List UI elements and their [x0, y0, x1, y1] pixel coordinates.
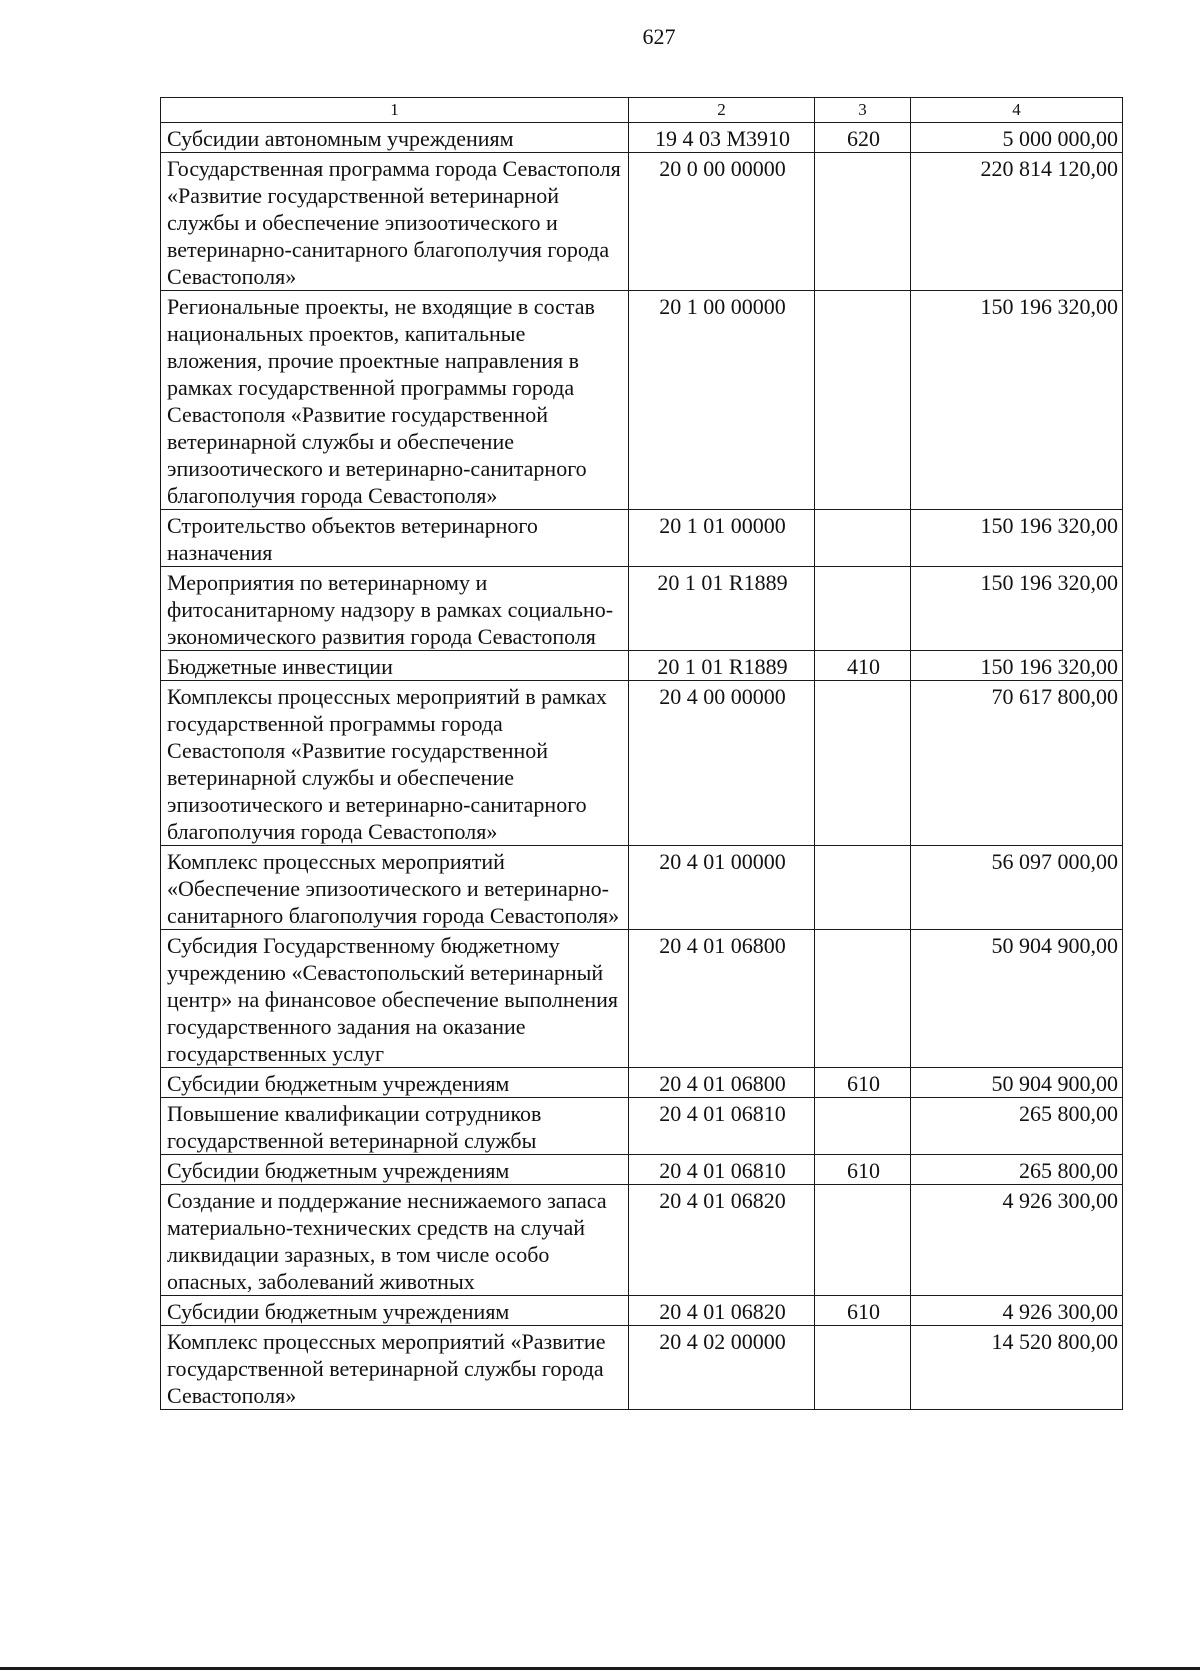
row-sum: 50 904 900,00 — [911, 930, 1123, 1068]
row-type — [815, 681, 911, 846]
row-name: Повышение квалификации сотрудников государственной ветеринарной службы — [161, 1098, 629, 1155]
row-sum: 220 814 120,00 — [911, 153, 1123, 291]
table-header-row — [161, 98, 1123, 123]
row-sum: 150 196 320,00 — [911, 291, 1123, 510]
table-row — [161, 291, 1123, 510]
row-sum: 50 904 900,00 — [911, 1068, 1123, 1098]
row-sum: 150 196 320,00 — [911, 510, 1123, 567]
bottom-border-line — [0, 1667, 1200, 1670]
table-row — [161, 1155, 1123, 1185]
row-code: 20 4 01 06800 — [629, 1068, 815, 1098]
column-header-type: 3 — [815, 98, 911, 123]
row-name: Комплекс процессных мероприятий «Обеспечение эпизоотического и ветеринарно-санитарного благополучия города Севастополя» — [161, 846, 629, 930]
row-type — [815, 846, 911, 930]
table-row — [161, 567, 1123, 651]
table-row — [161, 1185, 1123, 1296]
row-name: Мероприятия по ветеринарному и фитосанитарному надзору в рамках социально-экономического развития города Севастополя — [161, 567, 629, 651]
row-sum: 265 800,00 — [911, 1098, 1123, 1155]
column-header-code: 2 — [629, 98, 815, 123]
table-row — [161, 1098, 1123, 1155]
row-name: Региональные проекты, не входящие в состав национальных проектов, капитальные вложения, прочие проектные направления в рамках государственной программы города Севастополя «Развитие государственной ветеринарной службы и обеспечение эпизоотического и ветеринарно-санитарного благополучия города Севастополя» — [161, 291, 629, 510]
row-name: Субсидии бюджетным учреждениям — [161, 1155, 629, 1185]
row-type: 410 — [815, 651, 911, 681]
row-code: 20 4 01 06810 — [629, 1155, 815, 1185]
row-name: Субсидии бюджетным учреждениям — [161, 1068, 629, 1098]
row-type: 610 — [815, 1155, 911, 1185]
table-row — [161, 681, 1123, 846]
row-code: 20 0 00 00000 — [629, 153, 815, 291]
row-code: 20 1 01 00000 — [629, 510, 815, 567]
table-row — [161, 651, 1123, 681]
row-code: 20 4 01 06810 — [629, 1098, 815, 1155]
row-type — [815, 510, 911, 567]
row-code: 19 4 03 М3910 — [629, 123, 815, 153]
row-type — [815, 1098, 911, 1155]
row-type — [815, 153, 911, 291]
budget-table — [160, 97, 1123, 1410]
row-code: 20 1 01 R1889 — [629, 651, 815, 681]
row-sum: 56 097 000,00 — [911, 846, 1123, 930]
row-name: Комплексы процессных мероприятий в рамках государственной программы города Севастополя «Развитие государственной ветеринарной службы и обеспечение эпизоотического и ветеринарно-санитарного благополучия города Севастополя» — [161, 681, 629, 846]
row-sum: 5 000 000,00 — [911, 123, 1123, 153]
row-type — [815, 930, 911, 1068]
table-row — [161, 930, 1123, 1068]
row-name: Строительство объектов ветеринарного назначения — [161, 510, 629, 567]
row-sum: 150 196 320,00 — [911, 651, 1123, 681]
row-name: Субсидии автономным учреждениям — [161, 123, 629, 153]
table-row — [161, 123, 1123, 153]
row-code: 20 1 00 00000 — [629, 291, 815, 510]
column-header-name: 1 — [161, 98, 629, 123]
row-sum: 70 617 800,00 — [911, 681, 1123, 846]
row-name: Бюджетные инвестиции — [161, 651, 629, 681]
row-name: Создание и поддержание неснижаемого запаса материально-технических средств на случай ликвидации заразных, в том числе особо опасных, заболеваний животных — [161, 1185, 629, 1296]
table-row — [161, 846, 1123, 930]
row-type — [815, 567, 911, 651]
table-row — [161, 153, 1123, 291]
row-code: 20 4 01 06820 — [629, 1185, 815, 1296]
row-code: 20 4 00 00000 — [629, 681, 815, 846]
row-name: Комплекс процессных мероприятий «Развитие государственной ветеринарной службы города Севастополя» — [161, 1326, 629, 1410]
table-row — [161, 1296, 1123, 1326]
row-code: 20 4 02 00000 — [629, 1326, 815, 1410]
table-row — [161, 1326, 1123, 1410]
row-code: 20 4 01 00000 — [629, 846, 815, 930]
row-type: 610 — [815, 1296, 911, 1326]
row-type: 610 — [815, 1068, 911, 1098]
table-row — [161, 510, 1123, 567]
row-name: Субсидии бюджетным учреждениям — [161, 1296, 629, 1326]
row-type: 620 — [815, 123, 911, 153]
row-type — [815, 291, 911, 510]
row-name: Субсидия Государственному бюджетному учреждению «Севастопольский ветеринарный центр» на финансовое обеспечение выполнения государственного задания на оказание государственных услуг — [161, 930, 629, 1068]
row-type — [815, 1326, 911, 1410]
row-code: 20 4 01 06820 — [629, 1296, 815, 1326]
column-header-sum: 4 — [911, 98, 1123, 123]
row-type — [815, 1185, 911, 1296]
row-sum: 14 520 800,00 — [911, 1326, 1123, 1410]
row-code: 20 4 01 06800 — [629, 930, 815, 1068]
table-row — [161, 1068, 1123, 1098]
page-number: 627 — [642, 24, 676, 49]
row-sum: 4 926 300,00 — [911, 1185, 1123, 1296]
row-sum: 150 196 320,00 — [911, 567, 1123, 651]
row-name: Государственная программа города Севастополя «Развитие государственной ветеринарной службы и обеспечение эпизоотического и ветеринарно-санитарного благополучия города Севастополя» — [161, 153, 629, 291]
row-sum: 265 800,00 — [911, 1155, 1123, 1185]
row-code: 20 1 01 R1889 — [629, 567, 815, 651]
row-sum: 4 926 300,00 — [911, 1296, 1123, 1326]
